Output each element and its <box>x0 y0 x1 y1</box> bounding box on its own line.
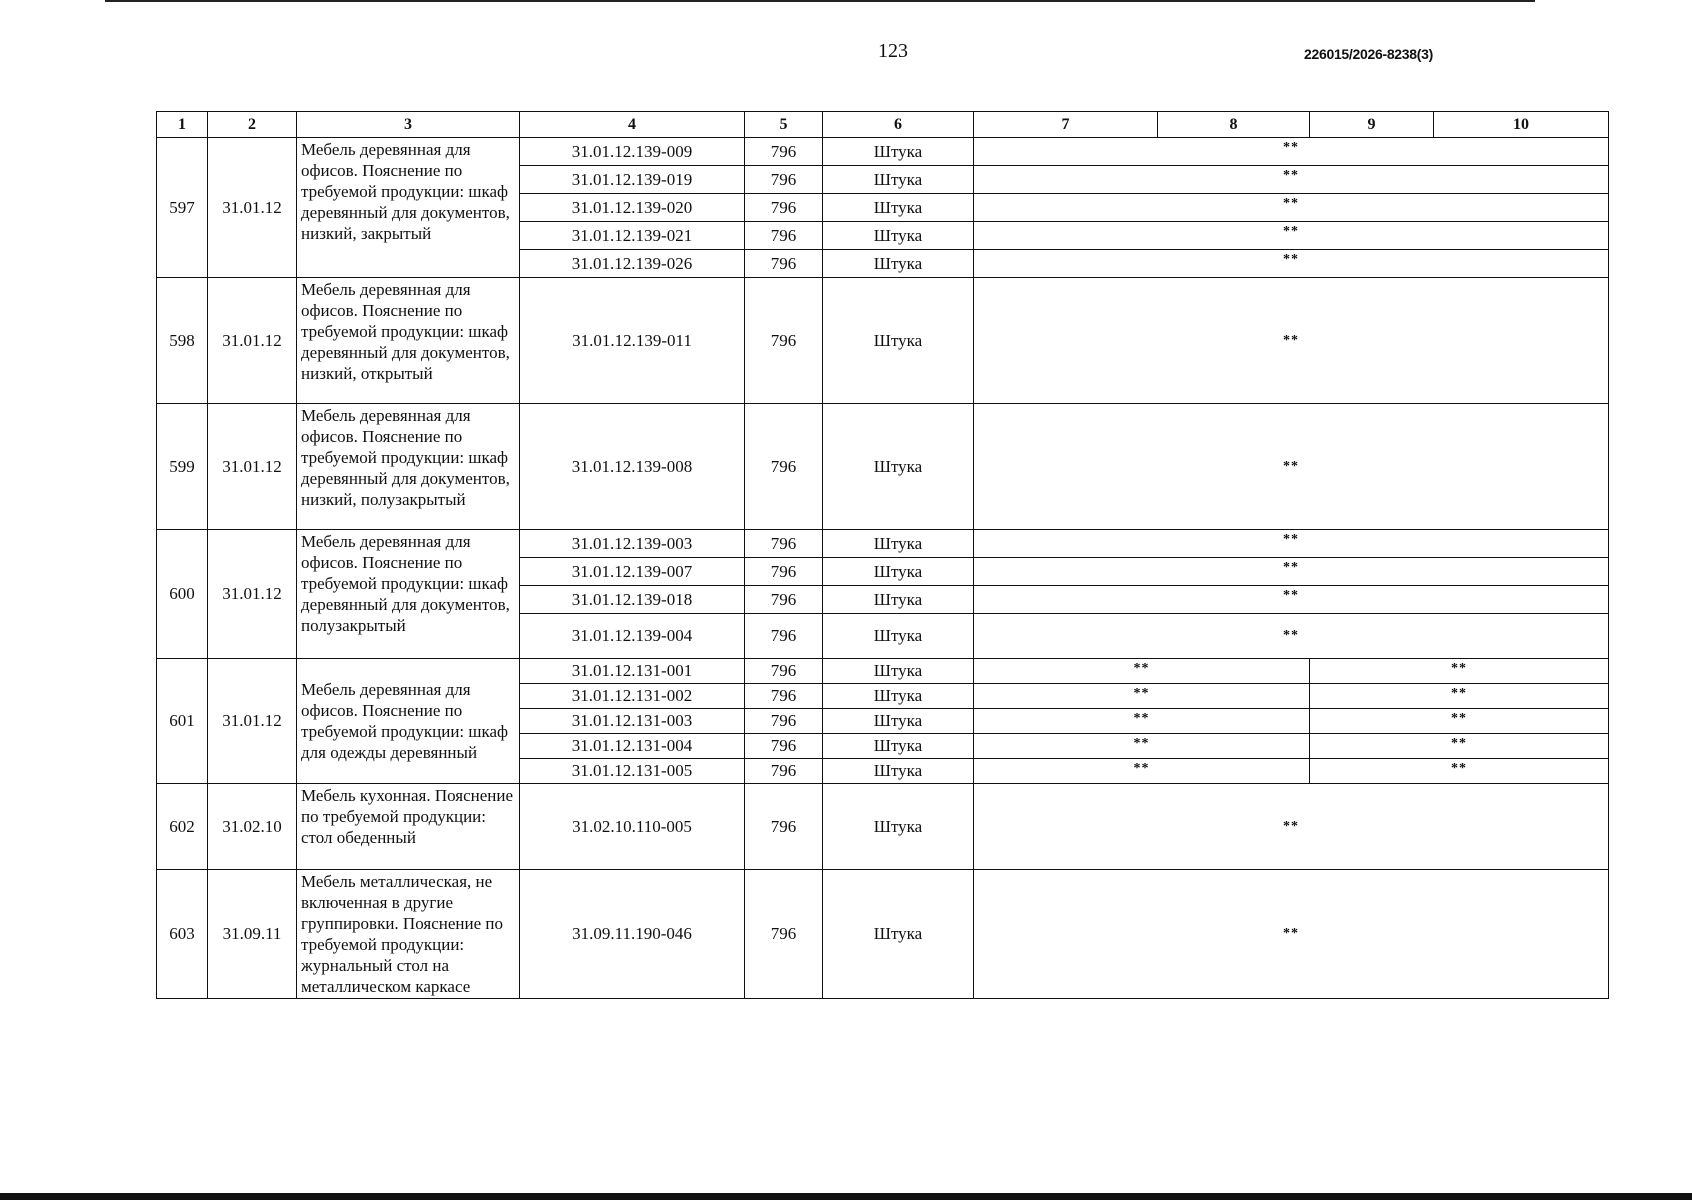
column-header: 2 <box>208 112 297 138</box>
row-number: 599 <box>157 404 208 530</box>
table-row <box>157 138 1609 166</box>
unit-name: Штука <box>823 166 974 194</box>
mark-cell: ** <box>974 586 1609 614</box>
mark-cell-left: ** <box>974 759 1310 784</box>
ktru-code: 31.01.12.131-001 <box>520 659 745 684</box>
unit-name: Штука <box>823 759 974 784</box>
mark-cell-right: ** <box>1310 759 1609 784</box>
ktru-code: 31.01.12.139-019 <box>520 166 745 194</box>
mark-cell: ** <box>974 222 1609 250</box>
column-header: 1 <box>157 112 208 138</box>
mark-cell: ** <box>974 138 1609 166</box>
ktru-code: 31.01.12.131-002 <box>520 684 745 709</box>
ktru-code: 31.01.12.139-008 <box>520 404 745 530</box>
mark-cell-right: ** <box>1310 709 1609 734</box>
column-header: 9 <box>1310 112 1434 138</box>
okei-code: 796 <box>745 586 823 614</box>
table-row <box>157 530 1609 558</box>
ktru-code: 31.01.12.131-003 <box>520 709 745 734</box>
ktru-code: 31.01.12.139-004 <box>520 614 745 659</box>
ktru-code: 31.01.12.139-011 <box>520 278 745 404</box>
mark-cell-left: ** <box>974 659 1310 684</box>
mark-cell: ** <box>974 558 1609 586</box>
product-description: Мебель деревянная для офисов. Пояснение по требуемой продукции: шкаф деревянный для документов, низкий, открытый <box>297 278 520 404</box>
unit-name: Штука <box>823 870 974 999</box>
column-header: 7 <box>974 112 1158 138</box>
okei-code: 796 <box>745 166 823 194</box>
okei-code: 796 <box>745 250 823 278</box>
row-number: 602 <box>157 784 208 870</box>
unit-name: Штука <box>823 222 974 250</box>
okpd-code: 31.01.12 <box>208 530 297 659</box>
okei-code: 796 <box>745 222 823 250</box>
bottom-scan-edge <box>0 1193 1692 1200</box>
mark-cell-left: ** <box>974 734 1310 759</box>
column-header: 10 <box>1434 112 1609 138</box>
okpd-code: 31.01.12 <box>208 659 297 784</box>
okpd-code: 31.09.11 <box>208 870 297 999</box>
product-description: Мебель деревянная для офисов. Пояснение по требуемой продукции: шкаф для одежды деревянный <box>297 659 520 784</box>
mark-cell: ** <box>974 614 1609 659</box>
unit-name: Штука <box>823 586 974 614</box>
okei-code: 796 <box>745 684 823 709</box>
row-number: 597 <box>157 138 208 278</box>
okei-code: 796 <box>745 614 823 659</box>
unit-name: Штука <box>823 659 974 684</box>
okei-code: 796 <box>745 784 823 870</box>
ktru-code: 31.01.12.139-021 <box>520 222 745 250</box>
unit-name: Штука <box>823 278 974 404</box>
unit-name: Штука <box>823 404 974 530</box>
ktru-code: 31.02.10.110-005 <box>520 784 745 870</box>
okei-code: 796 <box>745 530 823 558</box>
table-row <box>157 404 1609 530</box>
table-row <box>157 784 1609 870</box>
unit-name: Штука <box>823 709 974 734</box>
okpd-code: 31.01.12 <box>208 138 297 278</box>
row-number: 598 <box>157 278 208 404</box>
product-description: Мебель деревянная для офисов. Пояснение по требуемой продукции: шкаф деревянный для документов, низкий, закрытый <box>297 138 520 278</box>
table-row <box>157 278 1609 404</box>
mark-cell: ** <box>974 166 1609 194</box>
product-description: Мебель металлическая, не включенная в другие группировки. Пояснение по требуемой продукции: журнальный стол на металлическом каркасе <box>297 870 520 999</box>
mark-cell: ** <box>974 530 1609 558</box>
okpd-code: 31.02.10 <box>208 784 297 870</box>
mark-cell-left: ** <box>974 709 1310 734</box>
mark-cell: ** <box>974 194 1609 222</box>
ktru-code: 31.01.12.139-009 <box>520 138 745 166</box>
mark-cell: ** <box>974 250 1609 278</box>
unit-name: Штука <box>823 530 974 558</box>
okei-code: 796 <box>745 194 823 222</box>
unit-name: Штука <box>823 138 974 166</box>
top-rule <box>105 0 1535 2</box>
mark-cell-right: ** <box>1310 734 1609 759</box>
okei-code: 796 <box>745 138 823 166</box>
column-header: 8 <box>1158 112 1310 138</box>
product-description: Мебель деревянная для офисов. Пояснение по требуемой продукции: шкаф деревянный для документов, низкий, полузакрытый <box>297 404 520 530</box>
okpd-code: 31.01.12 <box>208 278 297 404</box>
row-number: 601 <box>157 659 208 784</box>
table-row <box>157 659 1609 684</box>
ktru-code: 31.09.11.190-046 <box>520 870 745 999</box>
okei-code: 796 <box>745 709 823 734</box>
unit-name: Штука <box>823 784 974 870</box>
mark-cell-right: ** <box>1310 684 1609 709</box>
column-header: 3 <box>297 112 520 138</box>
unit-name: Штука <box>823 614 974 659</box>
okpd-code: 31.01.12 <box>208 404 297 530</box>
ktru-code: 31.01.12.139-020 <box>520 194 745 222</box>
table-row <box>157 870 1609 999</box>
okei-code: 796 <box>745 870 823 999</box>
unit-name: Штука <box>823 194 974 222</box>
okei-code: 796 <box>745 659 823 684</box>
mark-cell: ** <box>974 404 1609 530</box>
okei-code: 796 <box>745 734 823 759</box>
mark-cell: ** <box>974 278 1609 404</box>
row-number: 603 <box>157 870 208 999</box>
ktru-code: 31.01.12.131-004 <box>520 734 745 759</box>
mark-cell-left: ** <box>974 684 1310 709</box>
mark-cell-right: ** <box>1310 659 1609 684</box>
okei-code: 796 <box>745 404 823 530</box>
okei-code: 796 <box>745 558 823 586</box>
product-description: Мебель деревянная для офисов. Пояснение по требуемой продукции: шкаф деревянный для документов, полузакрытый <box>297 530 520 659</box>
mark-cell: ** <box>974 784 1609 870</box>
unit-name: Штука <box>823 558 974 586</box>
okei-code: 796 <box>745 278 823 404</box>
document-id: 226015/2026-8238(3) <box>1304 46 1433 62</box>
column-header: 5 <box>745 112 823 138</box>
mark-cell: ** <box>974 870 1609 999</box>
ktru-code: 31.01.12.139-003 <box>520 530 745 558</box>
header-row <box>157 112 1609 138</box>
ktru-code: 31.01.12.139-026 <box>520 250 745 278</box>
page-number: 123 <box>878 40 908 62</box>
products-table <box>156 111 1609 999</box>
unit-name: Штука <box>823 250 974 278</box>
okei-code: 796 <box>745 759 823 784</box>
row-number: 600 <box>157 530 208 659</box>
product-description: Мебель кухонная. Пояснение по требуемой продукции: стол обеденный <box>297 784 520 870</box>
column-header: 6 <box>823 112 974 138</box>
column-header: 4 <box>520 112 745 138</box>
unit-name: Штука <box>823 734 974 759</box>
unit-name: Штука <box>823 684 974 709</box>
ktru-code: 31.01.12.131-005 <box>520 759 745 784</box>
ktru-code: 31.01.12.139-007 <box>520 558 745 586</box>
ktru-code: 31.01.12.139-018 <box>520 586 745 614</box>
